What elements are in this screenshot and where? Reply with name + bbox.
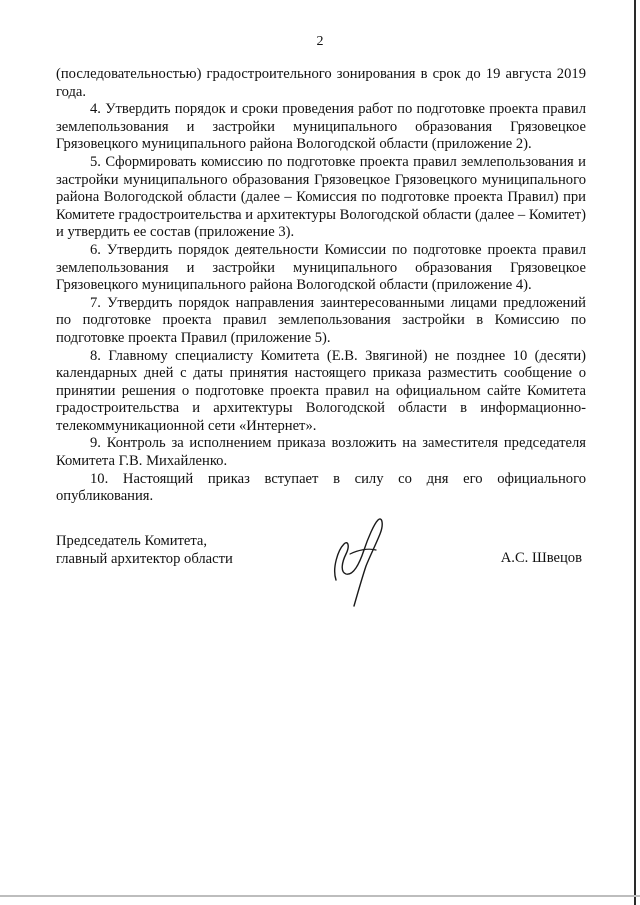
paragraph-item-7: 7. Утвердить порядок направления заинтересованными лицами предложений по подготовке проекта правил землепользования застройки в Комиссию по подготовке проекта Правил (приложение 5). (56, 294, 586, 346)
signer-title (56, 533, 233, 568)
signature-block (56, 533, 586, 613)
signer-title-line-1: Председатель Комитета, (56, 533, 208, 549)
paragraph-item-6: 6. Утвердить порядок деятельности Комиссии по подготовке проекта правил землепользования и застройки муниципального образования Грязовецкое Грязовецкого муниципального района Вологодской области (приложение 4). (56, 241, 586, 294)
paragraph-continuation: (последовательностью) градостроительного зонирования в срок до 19 августа 2019 года. (56, 66, 586, 100)
signer-name: А.С. Швецов (500, 550, 582, 566)
order-body (56, 66, 586, 506)
scan-edge-bottom (0, 895, 640, 897)
page-number: 2 (316, 34, 324, 49)
paragraph-item-9: 9. Контроль за исполнением приказа возложить на заместителя председателя Комитета Г.В. Михайленко. (56, 435, 586, 470)
scan-edge-right (634, 0, 636, 905)
handwritten-signature-icon (330, 510, 390, 610)
paragraph-item-8: 8. Главному специалисту Комитета (Е.В. Звягиной) не позднее 10 (десяти) календарных дней с даты принятия настоящего приказа разместить сообщение о принятии решения о подготовке проекта правил на официальном сайте Комитета градостроительства и архитектуры Вологодской области в информационно-телекоммуникационной сети «Интернет». (56, 347, 586, 434)
paragraph-item-5: 5. Сформировать комиссию по подготовке проекта правил землепользования и застройки муниципального образования Грязовецкое Грязовецкого муниципального района Вологодской области (далее – Комиссия по подготовке проекта Правил) при Комитете градостроительства и архитектуры Вологодской области (далее – Комитет) и утвердить ее состав (приложение 3). (56, 153, 586, 241)
signer-title-line-2: главный архитектор области (56, 550, 233, 567)
paragraph-item-4: 4. Утвердить порядок и сроки проведения работ по подготовке проекта правил землепользования и застройки муниципального образования Грязовецкое Грязовецкого муниципального района Вологодской области (приложение 2). (56, 101, 586, 153)
paragraph-item-10: 10. Настоящий приказ вступает в силу со дня его официального опубликования. (56, 470, 586, 505)
